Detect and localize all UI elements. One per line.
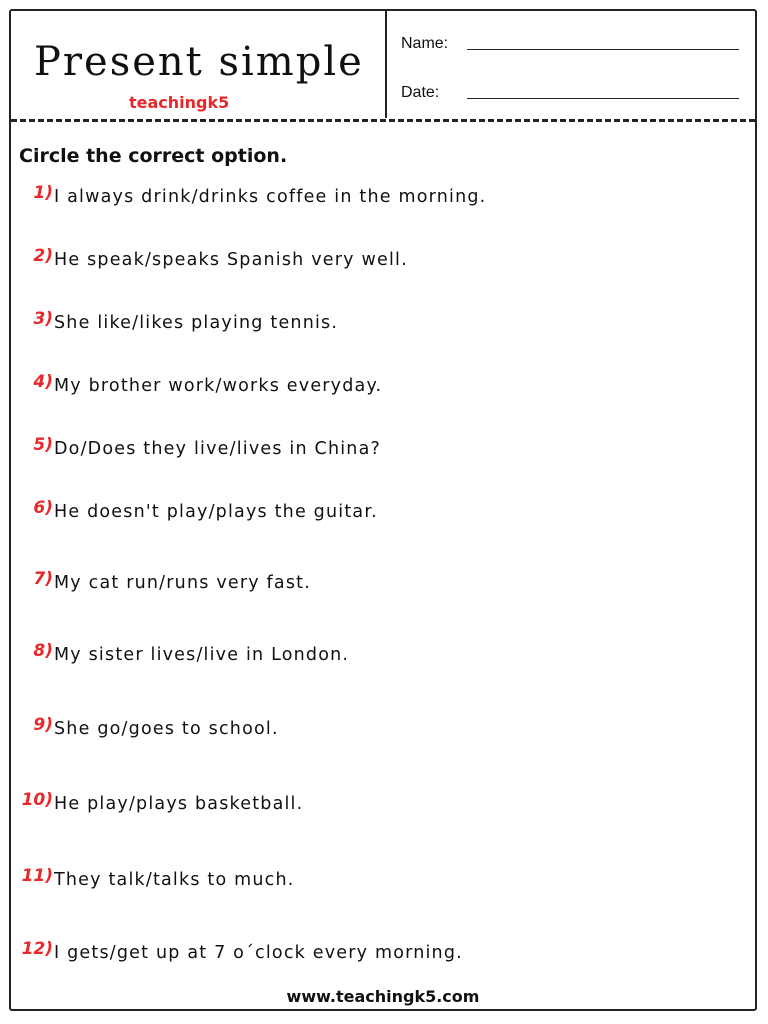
item-sentence[interactable]: I gets/get up at 7 o´clock every morning.	[54, 943, 463, 963]
exercise-item-7	[17, 569, 737, 603]
exercise-item-8	[17, 641, 737, 675]
item-sentence[interactable]: He speak/speaks Spanish very well.	[54, 250, 408, 270]
item-sentence[interactable]: He play/plays basketball.	[54, 794, 304, 814]
item-sentence[interactable]: My sister lives/live in London.	[54, 645, 350, 665]
item-sentence[interactable]: They talk/talks to much.	[54, 870, 295, 890]
date-label: Date:	[401, 84, 440, 101]
worksheet	[9, 9, 757, 1011]
instructions: Circle the correct option.	[19, 145, 288, 167]
item-number: 6)	[33, 498, 53, 518]
item-number: 8)	[33, 641, 53, 661]
exercise-item-1	[17, 183, 737, 217]
item-number: 10)	[21, 790, 53, 810]
item-sentence[interactable]: I always drink/drinks coffee in the morning.	[54, 187, 487, 207]
date-field	[401, 84, 439, 102]
date-line[interactable]	[467, 98, 739, 99]
brand-label: teachingk5	[129, 93, 230, 112]
item-number: 3)	[33, 309, 53, 329]
item-sentence[interactable]: She like/likes playing tennis.	[54, 313, 339, 333]
exercise-item-3	[17, 309, 737, 343]
item-sentence[interactable]: Do/Does they live/lives in China?	[54, 439, 382, 459]
exercise-item-2	[17, 246, 737, 280]
item-number: 9)	[33, 715, 53, 735]
item-number: 2)	[33, 246, 53, 266]
item-number: 5)	[33, 435, 53, 455]
exercise-item-5	[17, 435, 737, 469]
exercise-item-9	[17, 715, 737, 749]
exercise-item-10	[17, 790, 737, 824]
dashed-separator	[11, 119, 755, 122]
header-divider	[385, 11, 387, 118]
item-number: 4)	[33, 372, 53, 392]
name-label: Name:	[401, 35, 449, 52]
exercise-item-6	[17, 498, 737, 532]
worksheet-title: Present simple	[34, 39, 364, 85]
exercise-item-12	[17, 939, 737, 973]
item-number: 1)	[33, 183, 53, 203]
name-field	[401, 35, 448, 53]
item-number: 12)	[21, 939, 53, 959]
item-sentence[interactable]: My cat run/runs very fast.	[54, 573, 311, 593]
name-line[interactable]	[467, 49, 739, 50]
item-number: 11)	[21, 866, 53, 886]
item-sentence[interactable]: She go/goes to school.	[54, 719, 279, 739]
item-sentence[interactable]: He doesn't play/plays the guitar.	[54, 502, 378, 522]
footer-url: www.teachingk5.com	[286, 987, 480, 1006]
exercise-item-11	[17, 866, 737, 900]
item-number: 7)	[33, 569, 53, 589]
exercise-item-4	[17, 372, 737, 406]
item-sentence[interactable]: My brother work/works everyday.	[54, 376, 383, 396]
